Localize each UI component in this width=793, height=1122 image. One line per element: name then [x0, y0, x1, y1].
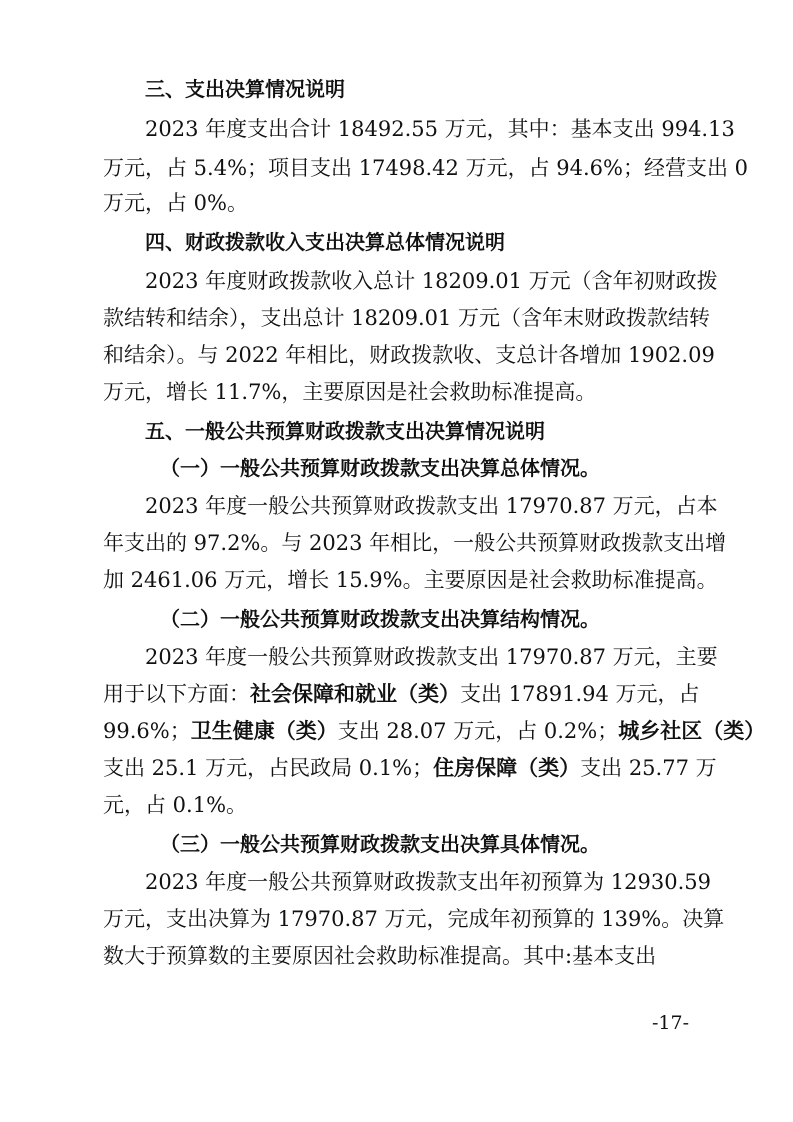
subheading-structure: （二）一般公共预算财政拨款支出决算结构情况。 [160, 607, 600, 631]
paragraph-line: 万元，支出决算为 17970.87 万元，完成年初预算的 139%。决算 [103, 907, 725, 931]
paragraph-line: 万元，增长 11.7%，主要原因是社会救助标准提高。 [103, 380, 597, 404]
paragraph-line [103, 753, 717, 783]
text-run: 支出 25.1 万元，占民政局 0.1%； [103, 756, 434, 780]
paragraph-line: 元，占 0.1%。 [103, 793, 248, 817]
paragraph-line: 2023 年度一般公共预算财政拨款支出 17970.87 万元，主要 [145, 645, 718, 669]
paragraph-line: 万元，占 5.4%；项目支出 17498.42 万元，占 94.6%；经营支出 0 [103, 156, 748, 180]
paragraph-line: 万元，占 0%。 [103, 191, 248, 215]
subheading-overall: （一）一般公共预算财政拨款支出决算总体情况。 [160, 456, 600, 480]
section-heading-general-budget: 五、一般公共预算财政拨款支出决算情况说明 [145, 419, 545, 443]
paragraph-line [103, 716, 765, 746]
category-health: 卫生健康（类） [190, 719, 338, 743]
paragraph-line: 数大于预算数的主要原因社会救助标准提高。其中:基本支出 [103, 944, 657, 968]
category-urban-rural: 城乡社区（类） [618, 719, 766, 743]
paragraph-line: 2023 年度支出合计 18492.55 万元，其中：基本支出 994.13 [145, 117, 735, 141]
category-social-security: 社会保障和就业（类） [250, 682, 460, 706]
category-housing: 住房保障（类） [433, 756, 581, 780]
section-heading-expenditure: 三、支出决算情况说明 [145, 77, 345, 101]
paragraph-line: 加 2461.06 万元，增长 15.9%。主要原因是社会救助标准提高。 [103, 568, 718, 592]
text-run: 支出 17891.94 万元，占 [460, 682, 700, 706]
subheading-details: （三）一般公共预算财政拨款支出决算具体情况。 [160, 832, 600, 856]
text-run: 支出 25.77 万 [580, 756, 717, 780]
paragraph-line: 和结余）。与 2022 年相比，财政拨款收、支总计各增加 1902.09 [103, 343, 715, 367]
paragraph-line [103, 679, 700, 709]
text-run: 支出 28.07 万元，占 0.2%； [337, 719, 619, 743]
paragraph-line: 2023 年度一般公共预算财政拨款支出年初预算为 12930.59 [145, 870, 711, 894]
page-number: -17- [652, 1012, 690, 1034]
text-run: 用于以下方面： [103, 682, 250, 706]
paragraph-line: 款结转和结余），支出总计 18209.01 万元（含年末财政拨款结转 [103, 306, 711, 330]
text-run: 99.6%； [103, 719, 191, 743]
paragraph-line: 2023 年度一般公共预算财政拨款支出 17970.87 万元，占本 [145, 494, 718, 518]
paragraph-line: 年支出的 97.2%。与 2023 年相比，一般公共预算财政拨款支出增 [103, 531, 727, 555]
section-heading-fiscal-appropriation: 四、财政拨款收入支出决算总体情况说明 [145, 230, 505, 254]
paragraph-line: 2023 年度财政拨款收入总计 18209.01 万元（含年初财政拨 [145, 269, 718, 293]
